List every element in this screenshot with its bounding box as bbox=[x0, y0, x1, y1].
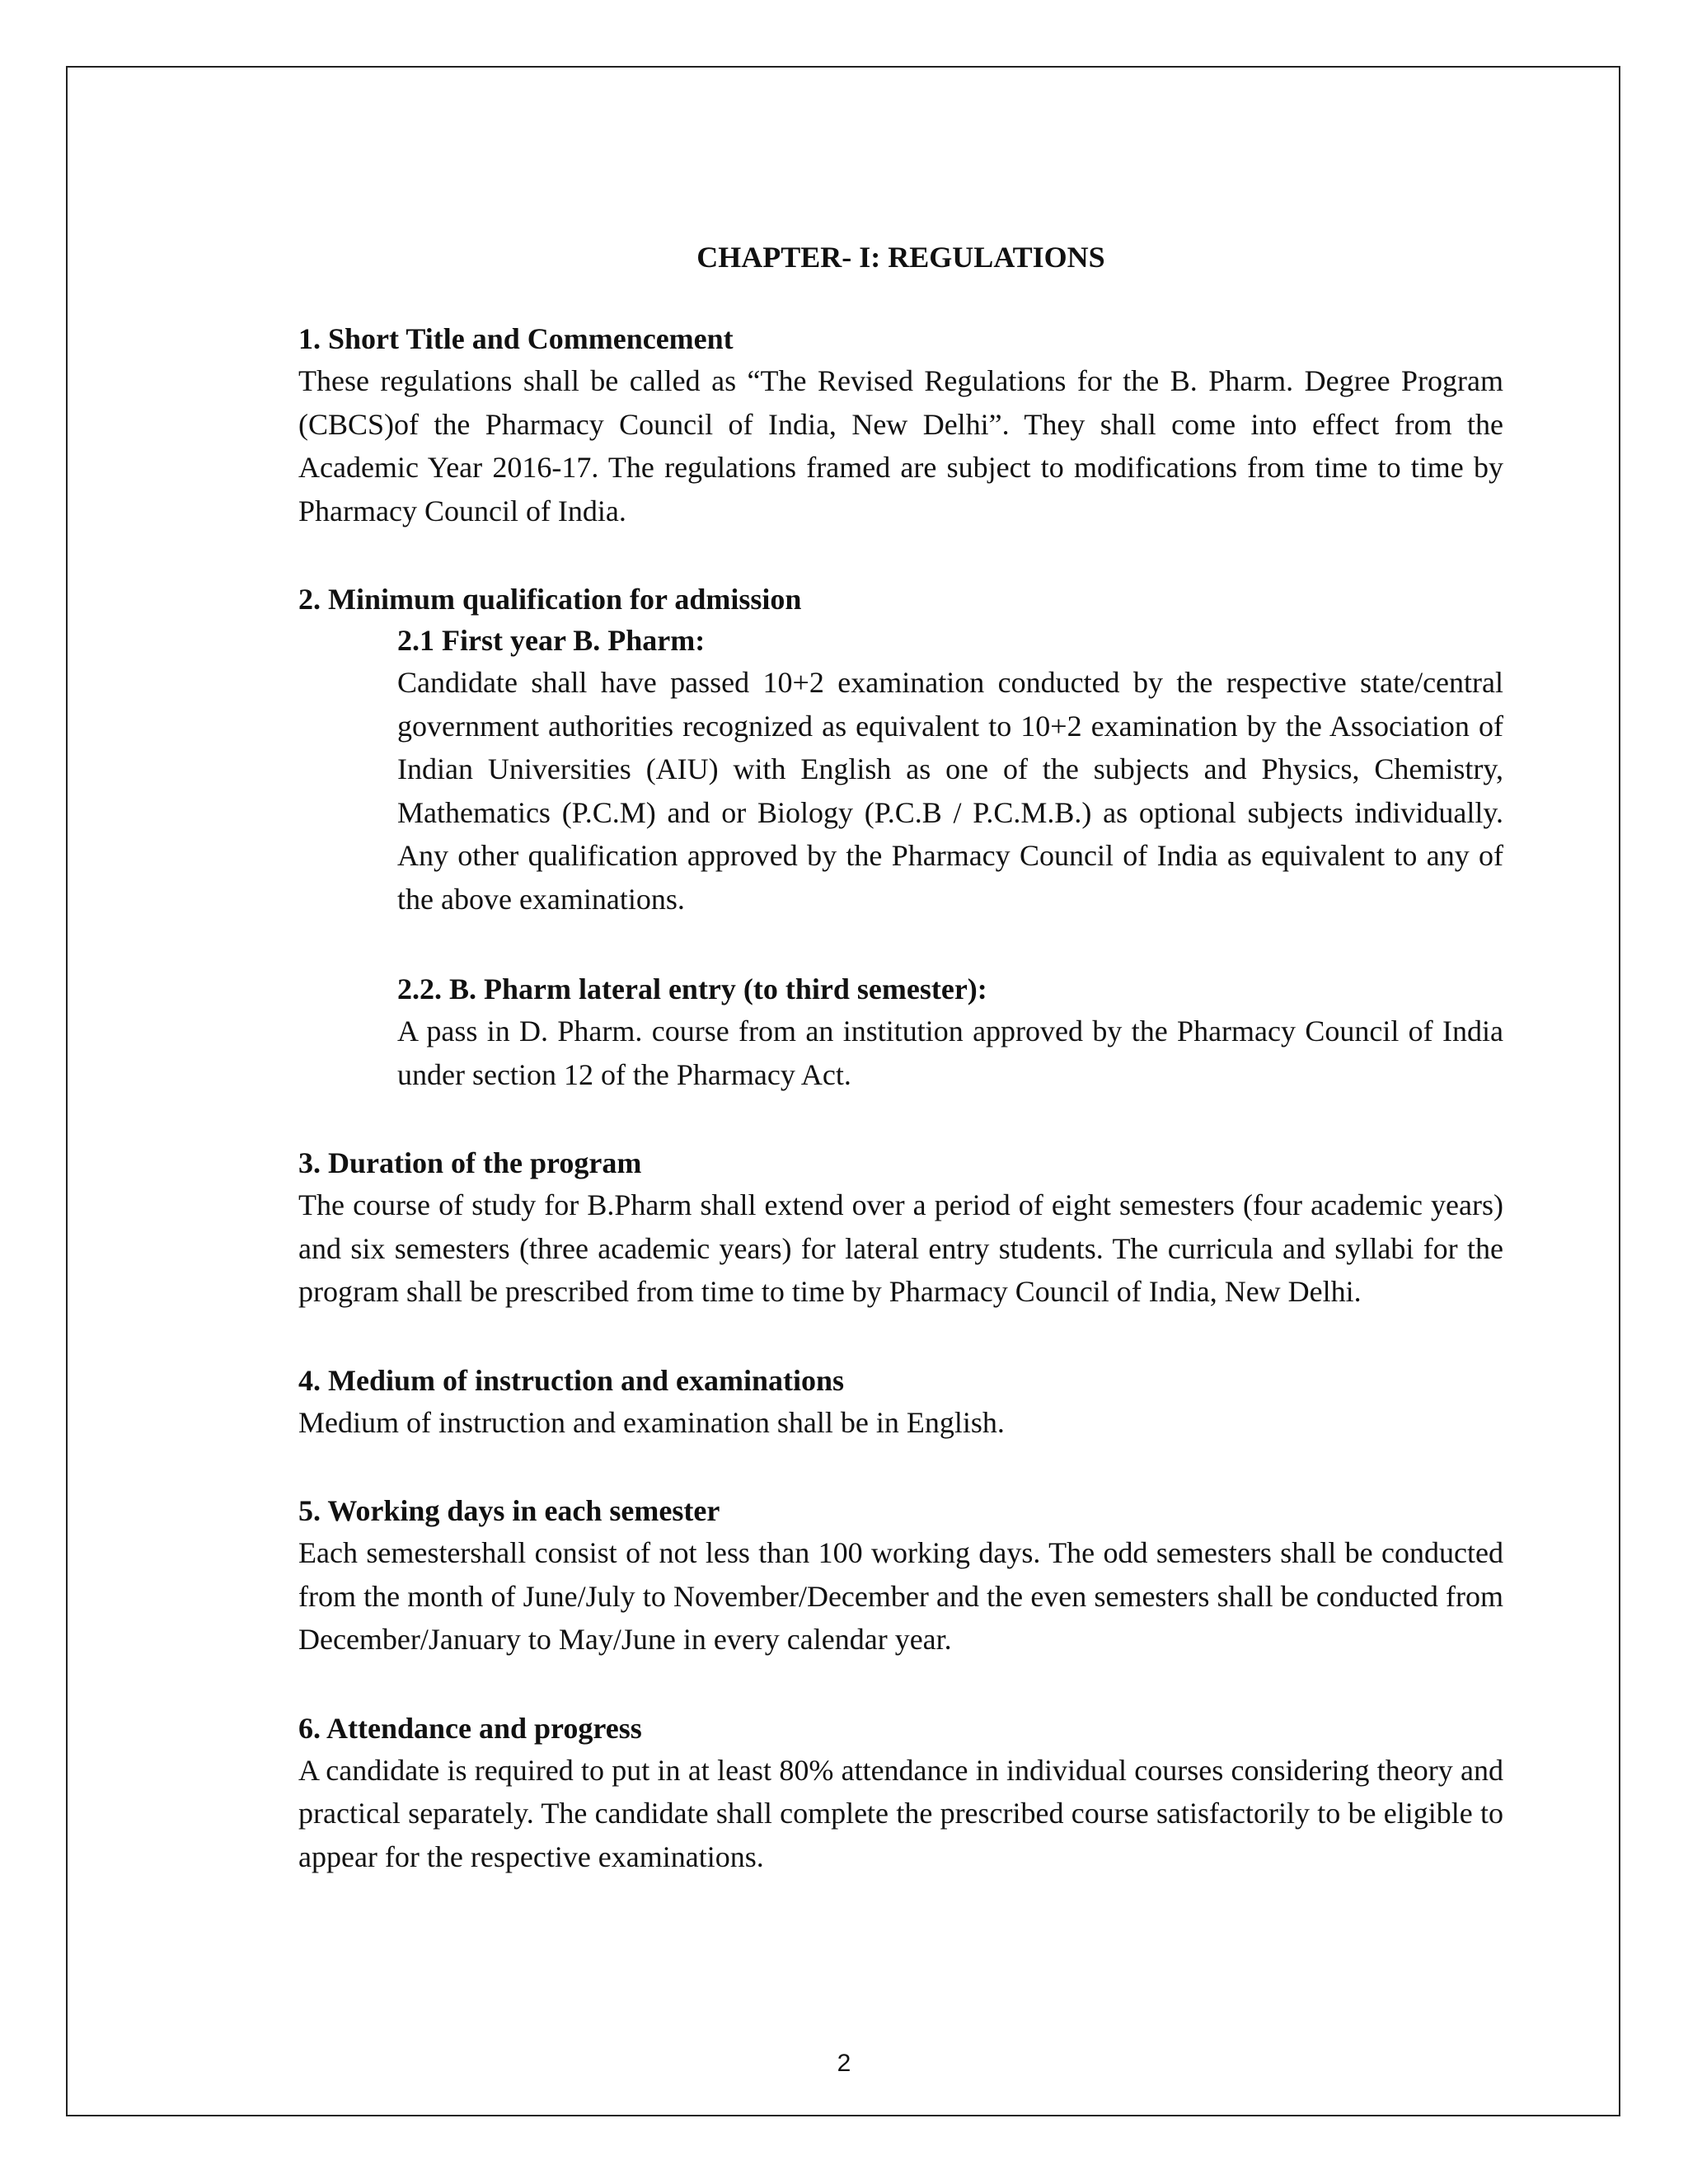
section-text: Medium of instruction and examination shall be in English. bbox=[298, 1405, 1005, 1439]
subsection-first-year bbox=[397, 620, 1503, 921]
section-text: A candidate is required to put in at least 80% attendance in individual courses considering theory and practical separately. The candidate shall complete the prescribed course satisfactorily to be eligible to appear for the respective examinations. bbox=[298, 1753, 1503, 1873]
section-duration bbox=[298, 1142, 1503, 1314]
subsection-heading: 2.2. B. Pharm lateral entry (to third semester): bbox=[397, 972, 987, 1005]
section-heading: 5. Working days in each semester bbox=[298, 1494, 720, 1527]
subsection-heading: 2.1 First year B. Pharm: bbox=[397, 624, 706, 657]
subsection-lateral-entry bbox=[397, 968, 1503, 1096]
section-heading: 1. Short Title and Commencement bbox=[298, 322, 734, 355]
subsection-text: Candidate shall have passed 10+2 examination conducted by the respective state/central government authorities recognized as equivalent to 10+2 examination by the Association of Indian Universities (AIU) with English as one of the subjects and Physics, Chemistry, Mathematics (P.C.M) and or Biology (P.C.B / P.C.M.B.) as optional subjects individually. Any other qualification approved by the Pharmacy Council of India as equivalent to any of the above examinations. bbox=[397, 666, 1503, 916]
section-working-days bbox=[298, 1490, 1503, 1661]
section-medium bbox=[298, 1360, 1503, 1445]
section-text: The course of study for B.Pharm shall extend over a period of eight semesters (four academic years) and six semesters (three academic years) for lateral entry students. The curricula and syllabi for the program shall be prescribed from time to time by Pharmacy Council of India, New Delhi. bbox=[298, 1188, 1503, 1308]
section-short-title bbox=[298, 318, 1503, 532]
section-text: These regulations shall be called as “The Revised Regulations for the B. Pharm. Degree Program (CBCS)of the Pharmacy Council of India, New Delhi”. They shall come into effect from the Academic Year 2016-17. The regulations framed are subject to modifications from time to time by Pharmacy Council of India. bbox=[298, 364, 1503, 527]
page-number: 2 bbox=[837, 2050, 851, 2077]
section-heading: 4. Medium of instruction and examinations bbox=[298, 1363, 845, 1397]
section-text: Each semestershall consist of not less than 100 working days. The odd semesters shall be conducted from the month of June/July to November/December and the even semesters shall be conducted from December/January to May/June in every calendar year. bbox=[298, 1536, 1503, 1656]
section-attendance bbox=[298, 1708, 1503, 1879]
section-heading: 2. Minimum qualification for admission bbox=[298, 583, 802, 616]
document-body bbox=[298, 234, 1503, 1924]
section-heading: 6. Attendance and progress bbox=[298, 1711, 642, 1745]
section-heading: 3. Duration of the program bbox=[298, 1146, 642, 1179]
section-minimum-qualification bbox=[298, 579, 1503, 1096]
subsection-text: A pass in D. Pharm. course from an institution approved by the Pharmacy Council of India under section 12 of the Pharmacy Act. bbox=[397, 1015, 1503, 1091]
chapter-title: CHAPTER- I: REGULATIONS bbox=[696, 241, 1105, 274]
